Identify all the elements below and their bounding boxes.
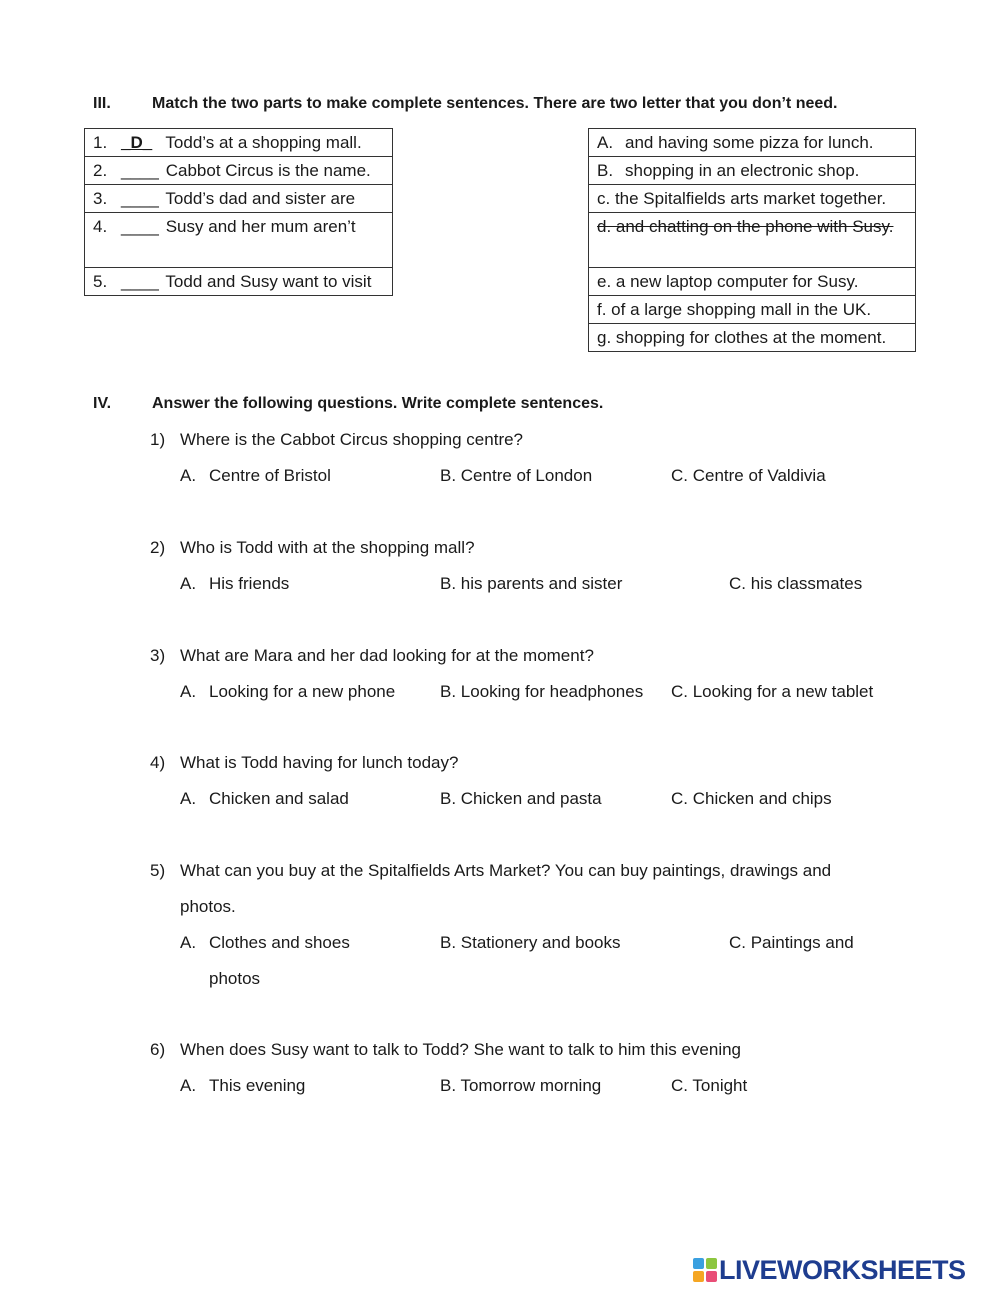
right-row-letter: A. bbox=[597, 133, 614, 152]
answer-blank-1[interactable]: _D_ bbox=[121, 133, 153, 152]
right-row-e bbox=[589, 268, 916, 296]
left-row-3 bbox=[85, 185, 393, 213]
right-row-g bbox=[589, 324, 916, 352]
right-row-text: shopping in an electronic shop. bbox=[625, 161, 860, 180]
right-row-letter: B. bbox=[597, 161, 614, 180]
q2-option-b[interactable]: B. his parents and sister bbox=[440, 574, 623, 593]
section-3-number: III. bbox=[93, 95, 111, 112]
question-text: What is Todd having for lunch today? bbox=[180, 753, 459, 772]
q4-option-c[interactable]: C. Chicken and chips bbox=[671, 789, 832, 808]
q6-option-a[interactable] bbox=[180, 1076, 305, 1096]
question-number: 5) bbox=[150, 861, 166, 880]
q1-option-a[interactable] bbox=[180, 466, 331, 486]
question-number: 3) bbox=[150, 646, 166, 665]
question-5 bbox=[150, 861, 831, 881]
question-4 bbox=[150, 753, 458, 773]
q4-option-a[interactable] bbox=[180, 789, 349, 809]
left-row-2 bbox=[85, 157, 393, 185]
q6-option-c[interactable]: C. Tonight bbox=[671, 1076, 748, 1095]
q6-option-b[interactable]: B. Tomorrow morning bbox=[440, 1076, 602, 1095]
left-row-1 bbox=[85, 129, 393, 157]
right-row-text: f. of a large shopping mall in the UK. bbox=[597, 300, 872, 319]
logo-text: LIVEWORKSHEETS bbox=[719, 1254, 966, 1285]
question-text: Who is Todd with at the shopping mall? bbox=[180, 538, 475, 557]
right-row-c bbox=[589, 185, 916, 213]
q1-option-b[interactable]: B. Centre of London bbox=[440, 466, 593, 485]
right-row-text: c. the Spitalfields arts market together. bbox=[597, 189, 887, 208]
section-3-title: Match the two parts to make complete sentences. There are two letter that you don’t need. bbox=[152, 95, 838, 112]
left-row-number: 5. bbox=[93, 272, 108, 291]
logo-mark-icon bbox=[693, 1258, 717, 1282]
left-row-number: 2. bbox=[93, 161, 108, 180]
q4-option-b[interactable]: B. Chicken and pasta bbox=[440, 789, 602, 808]
answer-blank-4[interactable]: ____ bbox=[121, 217, 159, 236]
right-row-text: and having some pizza for lunch. bbox=[625, 133, 874, 152]
answer-blank-3[interactable]: ____ bbox=[121, 189, 159, 208]
option-text: This evening bbox=[209, 1076, 306, 1095]
left-row-4 bbox=[85, 213, 393, 268]
question-text: When does Susy want to talk to Todd? She want to talk to him this evening bbox=[180, 1040, 742, 1059]
question-text: What can you buy at the Spitalfields Arts Market? You can buy paintings, drawings and bbox=[180, 861, 832, 880]
question-number: 2) bbox=[150, 538, 166, 557]
option-text: Chicken and salad bbox=[209, 789, 349, 808]
question-5-continuation: photos. bbox=[180, 897, 236, 916]
liveworksheets-logo bbox=[693, 1255, 966, 1285]
option-text: His friends bbox=[209, 574, 290, 593]
q3-option-b[interactable]: B. Looking for headphones bbox=[440, 682, 644, 701]
section-4-title: Answer the following questions. Write complete sentences. bbox=[152, 395, 604, 412]
question-1 bbox=[150, 430, 523, 450]
left-row-number: 1. bbox=[93, 133, 108, 152]
q3-option-a[interactable] bbox=[180, 682, 395, 702]
q5-option-b[interactable]: B. Stationery and books bbox=[440, 933, 621, 952]
question-number: 6) bbox=[150, 1040, 166, 1059]
right-row-text: e. a new laptop computer for Susy. bbox=[597, 272, 859, 291]
q5-option-c[interactable]: C. Paintings and bbox=[729, 933, 854, 952]
right-row-text: g. shopping for clothes at the moment. bbox=[597, 328, 887, 347]
option-text: Centre of Bristol bbox=[209, 466, 331, 485]
option-letter: A. bbox=[180, 933, 197, 952]
q2-option-a[interactable] bbox=[180, 574, 289, 594]
option-letter: A. bbox=[180, 574, 197, 593]
question-3 bbox=[150, 646, 594, 666]
q3-option-c[interactable]: C. Looking for a new tablet bbox=[671, 682, 874, 701]
left-row-5 bbox=[85, 268, 393, 296]
right-row-d bbox=[589, 213, 916, 268]
q5-option-a-continuation: photos bbox=[209, 969, 261, 988]
left-row-text: Susy and her mum aren’t bbox=[161, 217, 356, 236]
match-left-table bbox=[84, 128, 393, 296]
option-letter: A. bbox=[180, 466, 197, 485]
left-row-text: Todd’s at a shopping mall. bbox=[161, 133, 362, 152]
option-letter: A. bbox=[180, 682, 197, 701]
answer-blank-5[interactable]: ____ bbox=[121, 272, 159, 291]
option-text: Looking for a new phone bbox=[209, 682, 396, 701]
right-row-text-struck: d. and chatting on the phone with Susy. bbox=[597, 217, 894, 236]
option-letter: A. bbox=[180, 789, 197, 808]
left-row-number: 3. bbox=[93, 189, 108, 208]
left-row-text: Todd and Susy want to visit bbox=[161, 272, 372, 291]
q2-option-c[interactable]: C. his classmates bbox=[729, 574, 863, 593]
question-6 bbox=[150, 1040, 741, 1060]
left-row-text: Cabbot Circus is the name. bbox=[161, 161, 371, 180]
match-right-table bbox=[588, 128, 916, 352]
left-row-text: Todd’s dad and sister are bbox=[161, 189, 356, 208]
q5-option-a[interactable] bbox=[180, 933, 350, 953]
question-text: Where is the Cabbot Circus shopping centre? bbox=[180, 430, 524, 449]
question-number: 4) bbox=[150, 753, 166, 772]
q1-option-c[interactable]: C. Centre of Valdivia bbox=[671, 466, 826, 485]
answer-blank-2[interactable]: ____ bbox=[121, 161, 159, 180]
option-text: Clothes and shoes bbox=[209, 933, 350, 952]
question-2 bbox=[150, 538, 475, 558]
right-row-a bbox=[589, 129, 916, 157]
question-number: 1) bbox=[150, 430, 166, 449]
right-row-f bbox=[589, 296, 916, 324]
section-4-number: IV. bbox=[93, 395, 112, 412]
left-row-number: 4. bbox=[93, 217, 108, 236]
right-row-b bbox=[589, 157, 916, 185]
option-letter: A. bbox=[180, 1076, 197, 1095]
question-text: What are Mara and her dad looking for at the moment? bbox=[180, 646, 594, 665]
